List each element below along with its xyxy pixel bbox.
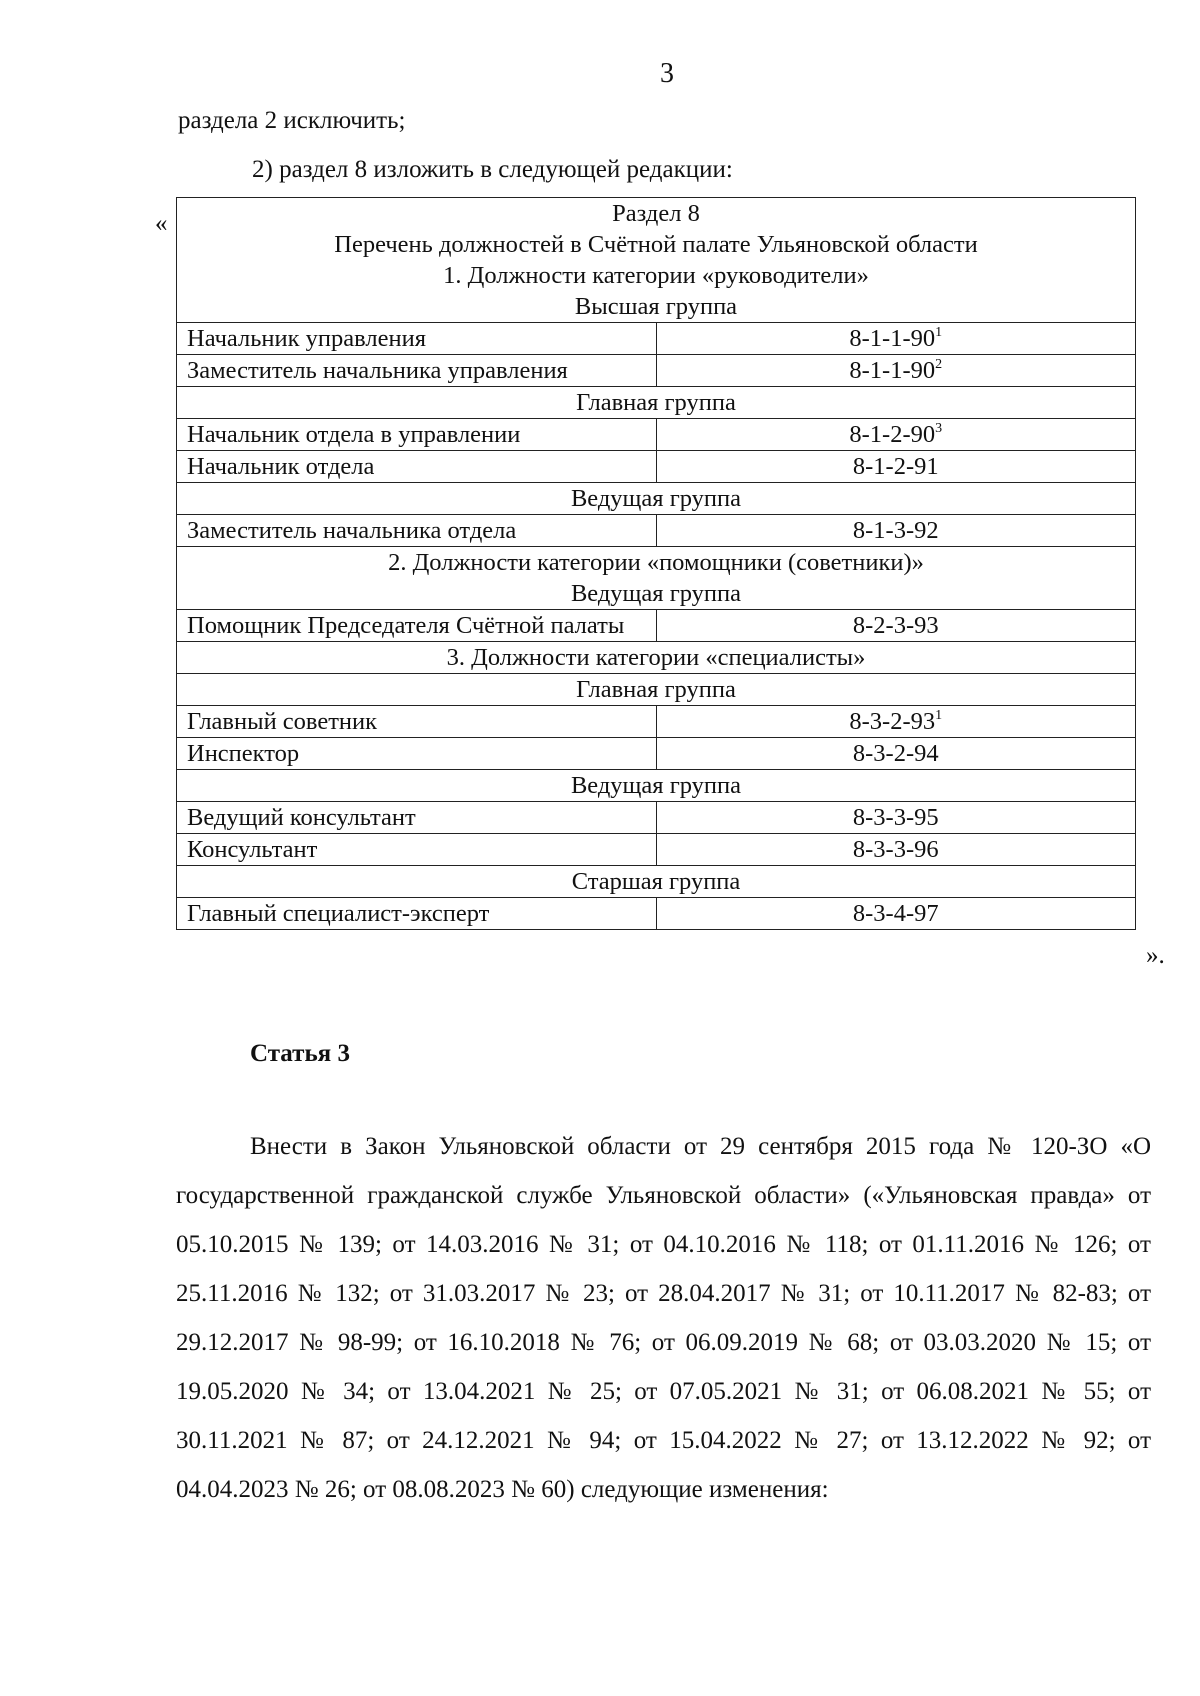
position-code bbox=[656, 451, 1136, 483]
table-row bbox=[177, 898, 1136, 930]
article-paragraph: Внести в Закон Ульяновской области от 29 сентября 2015 года № 120-ЗО «О государственной гражданской службе Ульяновской области» («Ульяновская правда» от 05.10.2015 № 139; от 14.03.2016 № 31; от 04.10.2016 № 118; от 01.11.2016 № 126; от 25.11.2016 № 132; от 31.03.2017 № 23; от 28.04.2017 № 31; от 10.11.2017 № 82-83; от 29.12.2017 № 98-99; от 16.10.2018 № 76; от 06.09.2019 № 68; от 03.03.2020 № 15; от 19.05.2020 № 34; от 13.04.2021 № 25; от 07.05.2021 № 31; от 06.08.2021 № 55; от 30.11.2021 № 87; от 24.12.2021 № 94; от 15.04.2022 № 27; от 13.12.2022 № 92; от 04.04.2023 № 26; от 08.08.2023 № 60) следующие изменения: bbox=[176, 1133, 1151, 1503]
position-code-index: 1 bbox=[935, 707, 943, 723]
table-row bbox=[177, 547, 1136, 579]
table-row bbox=[177, 387, 1136, 419]
position-code bbox=[656, 515, 1136, 547]
close-quote: ». bbox=[1146, 942, 1165, 969]
group-heading: Ведущая группа bbox=[177, 483, 1136, 515]
group-heading: Ведущая группа bbox=[177, 770, 1136, 802]
position-code-value: 8-3-2-94 bbox=[852, 739, 939, 767]
position-name: Помощник Председателя Счётной палаты bbox=[177, 610, 657, 642]
table-row bbox=[177, 642, 1136, 674]
category-heading: 2. Должности категории «помощники (советники)» bbox=[177, 547, 1136, 579]
table-row bbox=[177, 578, 1136, 610]
table-row bbox=[177, 834, 1136, 866]
intro-line-1: раздела 2 исключить; bbox=[178, 107, 406, 134]
table-row bbox=[177, 866, 1136, 898]
position-name: Главный специалист-эксперт bbox=[177, 898, 657, 930]
table-row bbox=[177, 355, 1136, 387]
table-row bbox=[177, 419, 1136, 451]
group-heading: Главная группа bbox=[177, 674, 1136, 706]
position-name: Заместитель начальника управления bbox=[177, 355, 657, 387]
position-code-value: 8-1-2-90 bbox=[849, 420, 936, 448]
position-code bbox=[656, 706, 1136, 738]
table-row bbox=[177, 515, 1136, 547]
position-name: Консультант bbox=[177, 834, 657, 866]
position-code-value: 8-1-1-90 bbox=[849, 324, 936, 352]
table-row bbox=[177, 674, 1136, 706]
group-heading: Ведущая группа bbox=[177, 578, 1136, 610]
position-code-value: 8-3-2-93 bbox=[849, 707, 936, 735]
intro-line-2: 2) раздел 8 изложить в следующей редакции: bbox=[252, 156, 733, 183]
position-code bbox=[656, 898, 1136, 930]
position-code-value: 8-1-1-90 bbox=[849, 356, 936, 384]
position-code bbox=[656, 323, 1136, 355]
table-row bbox=[177, 610, 1136, 642]
group-heading: 3. Должности категории «специалисты» bbox=[177, 642, 1136, 674]
position-code-value: 8-3-3-95 bbox=[852, 803, 939, 831]
position-code-value: 8-3-4-97 bbox=[852, 899, 939, 927]
position-code-index: 2 bbox=[935, 356, 943, 372]
position-code bbox=[656, 834, 1136, 866]
table-title: Перечень должностей в Счётной палате Ульяновской области bbox=[177, 229, 1136, 260]
article-body bbox=[176, 1122, 1151, 1514]
position-code bbox=[656, 419, 1136, 451]
table-row bbox=[177, 706, 1136, 738]
position-name: Начальник отдела в управлении bbox=[177, 419, 657, 451]
page-number: 3 bbox=[660, 58, 674, 89]
article-title: Статья 3 bbox=[250, 1040, 350, 1067]
position-name: Начальник отдела bbox=[177, 451, 657, 483]
table-section-title: Раздел 8 bbox=[177, 198, 1136, 230]
table-row bbox=[177, 483, 1136, 515]
positions-table bbox=[176, 197, 1136, 930]
position-name: Главный советник bbox=[177, 706, 657, 738]
position-name: Заместитель начальника отдела bbox=[177, 515, 657, 547]
group-heading: Старшая группа bbox=[177, 866, 1136, 898]
table-row bbox=[177, 323, 1136, 355]
open-quote: « bbox=[155, 210, 168, 237]
table-row bbox=[177, 451, 1136, 483]
table-row bbox=[177, 738, 1136, 770]
position-code-value: 8-1-2-91 bbox=[852, 452, 939, 480]
position-code bbox=[656, 610, 1136, 642]
position-code-index: 3 bbox=[935, 420, 943, 436]
position-code bbox=[656, 802, 1136, 834]
position-code-index: 1 bbox=[935, 324, 943, 340]
position-name: Начальник управления bbox=[177, 323, 657, 355]
table-group-heading: Высшая группа bbox=[177, 291, 1136, 323]
position-code-value: 8-3-3-96 bbox=[852, 835, 939, 863]
position-code-value: 8-1-3-92 bbox=[852, 516, 939, 544]
table-row bbox=[177, 802, 1136, 834]
group-heading: Главная группа bbox=[177, 387, 1136, 419]
position-name: Инспектор bbox=[177, 738, 657, 770]
position-code bbox=[656, 355, 1136, 387]
table-category-heading: 1. Должности категории «руководители» bbox=[177, 260, 1136, 291]
position-code bbox=[656, 738, 1136, 770]
table-row bbox=[177, 770, 1136, 802]
position-name: Ведущий консультант bbox=[177, 802, 657, 834]
position-code-value: 8-2-3-93 bbox=[852, 611, 939, 639]
